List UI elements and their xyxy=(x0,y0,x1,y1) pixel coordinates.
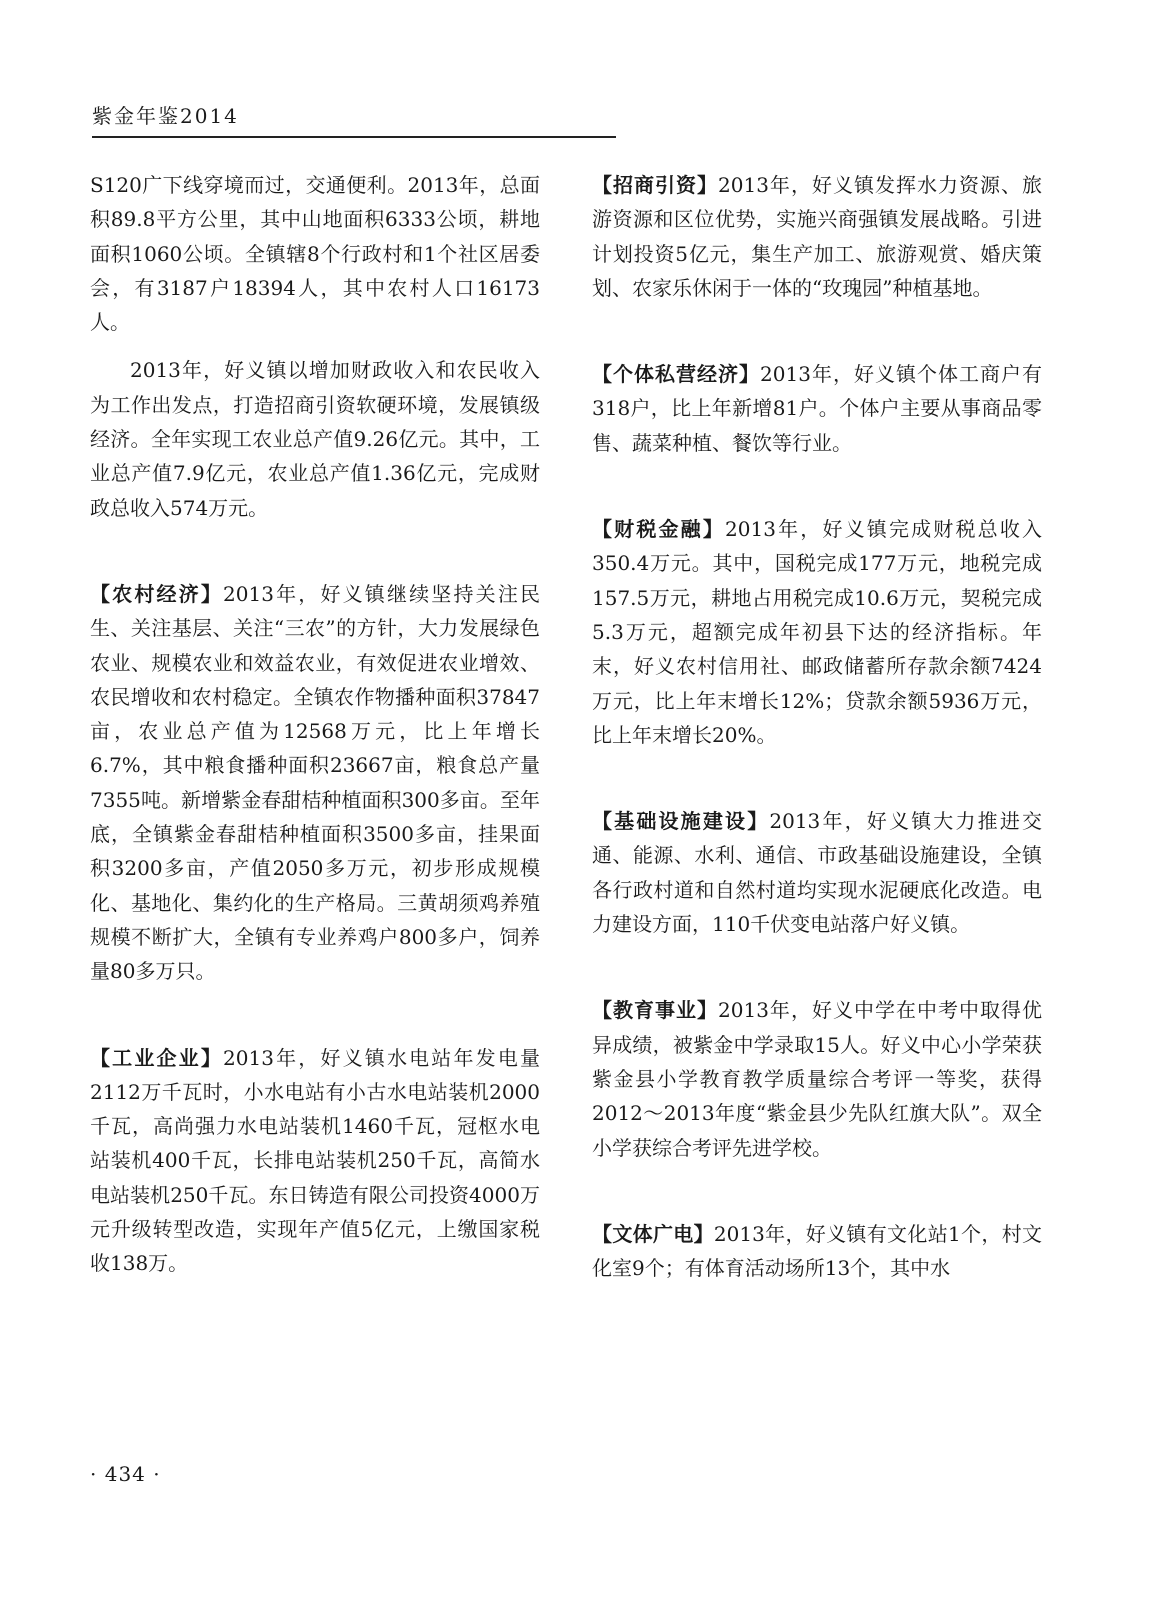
section-rural-economy xyxy=(90,577,540,989)
section-heading: 【教育事业】 xyxy=(592,998,719,1023)
section-culture-sports xyxy=(592,1217,1042,1286)
paragraph-location xyxy=(90,168,540,339)
section-text: 2013年，好义镇水电站年发电量2112万千瓦时，小水电站有小古水电站装机2000千瓦，高尚强力水电站装机1460千瓦，冠枢水电站装机400千瓦，长排电站装机250千瓦，高简水电站装机250千瓦。东日铸造有限公司投资4000万元升级转型改造，实现年产值5亿元，上缴国家税收138万。 xyxy=(90,1045,540,1276)
section-text: 2013年，好义镇大力推进交通、能源、水利、通信、市政基础设施建设，全镇各行政村道和自然村道均实现水泥硬底化改造。电力建设方面，110千伏变电站落户好义镇。 xyxy=(592,809,1042,937)
section-text: 2013年，好义镇发挥水力资源、旅游资源和区位优势，实施兴商强镇发展战略。引进计划投资5亿元，集生产加工、旅游观赏、婚庆策划、农家乐休闲于一体的“玫瑰园”种植基地。 xyxy=(592,173,1042,300)
section-investment xyxy=(592,168,1042,305)
paragraph-overview xyxy=(90,353,540,524)
section-heading: 【招商引资】 xyxy=(592,173,719,197)
section-text: 2013年，好义镇有文化站1个，村文化室9个；有体育活动场所13个，其中水 xyxy=(592,1221,1043,1281)
section-heading: 【基础设施建设】 xyxy=(592,809,770,834)
section-private-economy xyxy=(592,357,1042,460)
section-education xyxy=(592,993,1042,1164)
section-industry xyxy=(90,1041,540,1281)
section-heading: 【财税金融】 xyxy=(592,517,726,542)
section-text: 2013年，好义镇完成财税总收入350.4万元。其中，国税完成177万元，地税完成157.5万元，耕地占用税完成10.6万元，契税完成5.3万元，超额完成年初县下达的经济指标。年末，好义农村信用社、邮政储蓄所存款余额7424万元，比上年末增长12%；贷款余额5936万元，比上年末增长20%。 xyxy=(592,517,1042,747)
section-text: 2013年，好义镇个体工商户有318户，比上年新增81户。个体户主要从事商品零售、蔬菜种植、餐饮等行业。 xyxy=(592,362,1042,455)
right-column xyxy=(592,168,1042,1285)
section-infrastructure xyxy=(592,804,1042,941)
paragraph-text: S120广下线穿境而过，交通便利。2013年，总面积89.8平方公里，其中山地面积6333公顷，耕地面积1060公顷。全镇辖8个行政村和1个社区居委会，有3187户18394人，其中农村人口16173人。 xyxy=(90,173,540,335)
page-number: · 434 · xyxy=(90,1462,161,1486)
section-heading: 【农村经济】 xyxy=(90,581,224,606)
header-rule xyxy=(92,136,616,138)
section-text: 2013年，好义中学在中考中取得优异成绩，被紫金中学录取15人。好义中心小学荣获紫金县小学教育教学质量综合考评一等奖，获得2012～2013年度“紫金县少先队红旗大队”。双全小学获综合考评先进学校。 xyxy=(592,998,1042,1160)
section-finance xyxy=(592,512,1042,752)
section-heading: 【个体私营经济】 xyxy=(592,362,761,387)
section-heading: 【工业企业】 xyxy=(90,1045,224,1070)
paragraph-text: 2013年，好义镇以增加财政收入和农民收入为工作出发点，打造招商引资软硬环境，发展镇级经济。全年实现工农业总产值9.26亿元。其中，工业总产值7.9亿元，农业总产值1.36亿元，完成财政总收入574万元。 xyxy=(90,358,540,520)
section-text: 2013年，好义镇继续坚持关注民生、关注基层、关注“三农”的方针，大力发展绿色农业、规模农业和效益农业，有效促进农业增效、农民增收和农村稳定。全镇农作物播种面积37847亩，农业总产值为12568万元，比上年增长6.7%，其中粮食播种面积23667亩，粮食总产量7355吨。新增紫金春甜桔种植面积300多亩。至年底，全镇紫金春甜桔种植面积3500多亩，挂果面积3200多亩，产值2050多万元，初步形成规模化、基地化、集约化的生产格局。三黄胡须鸡养殖规模不断扩大，全镇有专业养鸡户800多户，饲养量80多万只。 xyxy=(90,581,540,984)
left-column xyxy=(90,168,540,1281)
running-header-title: 紫金年鉴2014 xyxy=(92,104,239,128)
section-heading: 【文体广电】 xyxy=(592,1221,714,1246)
